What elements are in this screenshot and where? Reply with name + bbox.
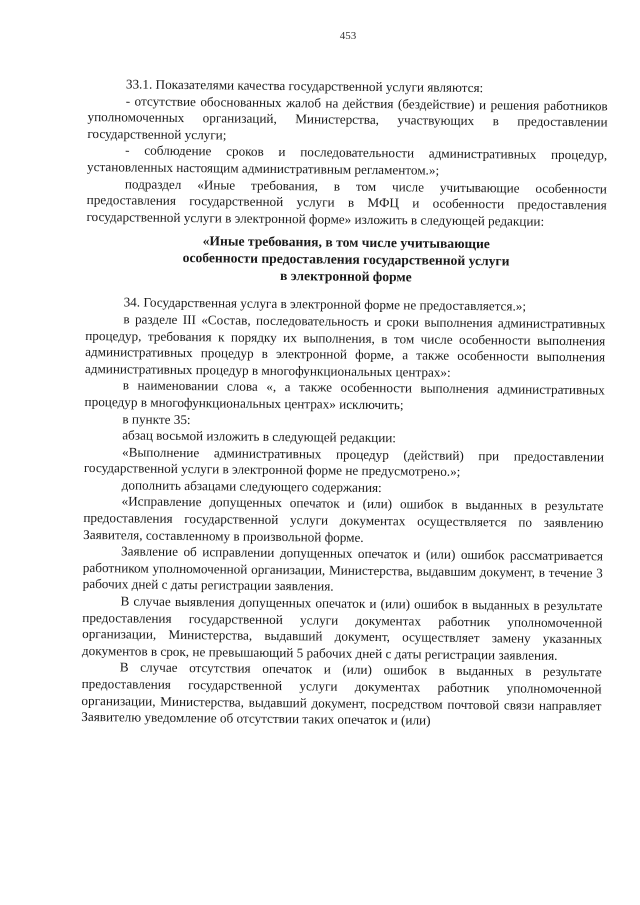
paragraph: «Исправление допущенных опечаток и (или) ошибок в выданных в результате предоставления государственной услуги документах осуществляется по заявлению Заявителя, составленному в произвольной форме. <box>83 493 604 545</box>
heading-line: в электронной форме <box>280 268 412 285</box>
paragraph: абзац восьмой изложить в следующей редакции: <box>122 427 397 446</box>
paragraph: «Выполнение административных процедур (действий) при предоставлении государственной услуги в электронной форме не предусмотрено.»; <box>83 444 605 480</box>
document-body <box>81 76 608 731</box>
paragraph: в разделе III «Состав, последовательность и сроки выполнения административных процедур, требования к порядку их выполнения, в том числе особенности выполнения административных процедур в электронной форме, а также особенности выполнения административных процедур в многофункциональных центрах»: <box>84 311 606 380</box>
document-page <box>81 0 608 905</box>
paragraph: 34. Государственная услуга в электронной форме не предоставляется.»; <box>123 294 527 314</box>
paragraph: В случае отсутствия опечаток и (или) ошибок в выданных в результате предоставления государственной услуги документах работник уполномоченной организации, Министерства, выдавший документ, посредством почтовой связи направляет Заявителю уведомление об отсутствии таких опечаток и (или) <box>81 659 602 728</box>
heading-line: «Иные требования, в том числе учитывающие <box>202 233 490 252</box>
page-number: 453 <box>339 30 357 42</box>
heading-line: особенности предоставления государственной услуги <box>182 250 510 269</box>
section-heading <box>86 231 607 287</box>
paragraph: дополнить абзацами следующего содержания: <box>121 477 382 495</box>
paragraph: в наименовании слова «, а также особенности выполнения административных процедур в многофункциональных центрах» исключить; <box>84 377 605 413</box>
paragraph: 33.1. Показателями качества государственной услуги являются: <box>125 76 484 96</box>
paragraph: - отсутствие обоснованных жалоб на действия (бездействие) и решения работников уполномоченных организаций, Министерства, участвующих в предоставлении государственной услуги; <box>87 92 608 143</box>
paragraph: подраздел «Иные требования, в том числе учитывающие особенности предоставления государственной услуги в МФЦ и особенности предоставления государственной услуги в электронной форме» изложить в следующей редакции: <box>86 175 607 229</box>
paragraph: - соблюдение сроков и последовательности административных процедур, установленных настоящим административным регламентом.»; <box>86 142 608 178</box>
paragraph: в пункте 35: <box>122 410 191 427</box>
paragraph: В случае выявления допущенных опечаток и (или) ошибок в выданных в результате предоставления государственной услуги документах работник уполномоченной организации, Министерства, выдавший документ, осуществляет замену указанных документов в срок, не превышающий 5 рабочих дней с даты регистрации заявления. <box>81 593 603 663</box>
paragraph: Заявление об исправлении допущенных опечаток и (или) ошибок рассматривается работником уполномоченной организации, Министерства, выдавшим документ, в течение 3 рабочих дней с даты регистрации заявления. <box>82 543 604 595</box>
